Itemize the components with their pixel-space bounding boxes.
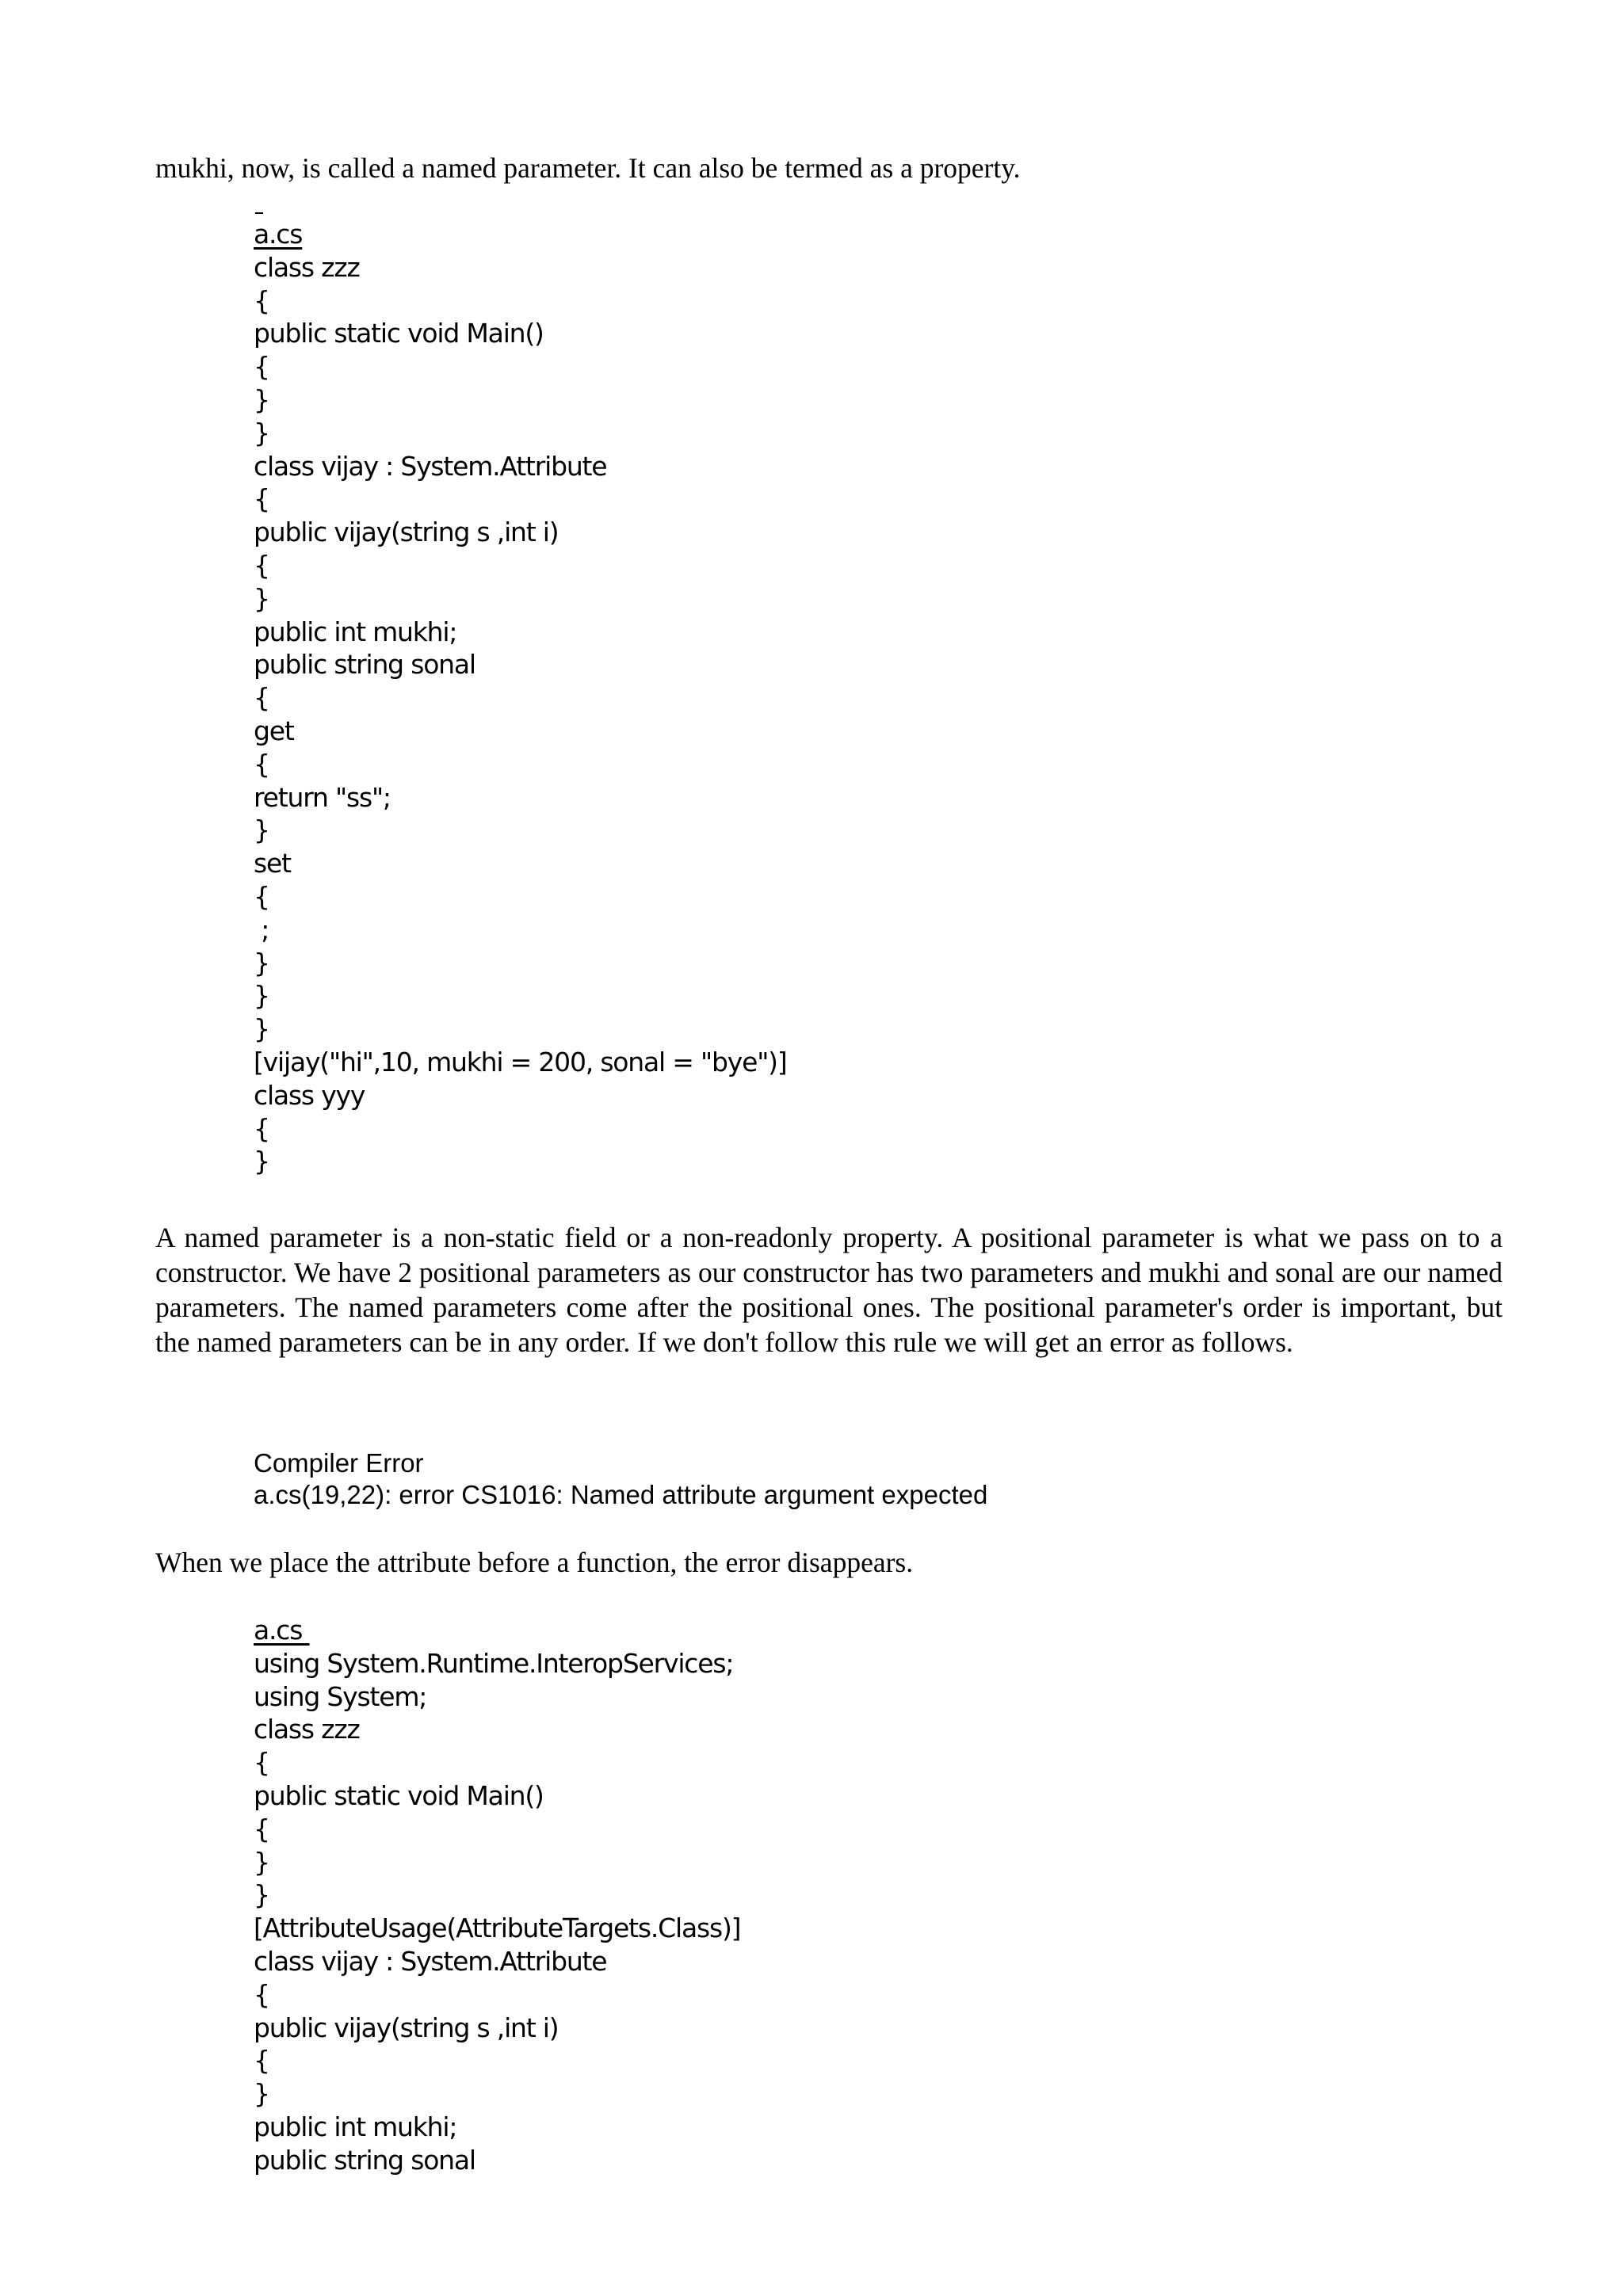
code-line: { [254, 748, 269, 780]
error-message: a.cs(19,22): error CS1016: Named attribute argument expected [254, 1480, 988, 1509]
code-line: } [254, 383, 269, 415]
code-line: } [254, 1846, 269, 1878]
code-line: class zzz [254, 1714, 360, 1745]
code-line: } [254, 582, 269, 614]
explanation-paragraph: A named parameter is a non-static field or a non-readonly property. A positional parameter is what we pass on to a constructor. We have 2 positional parameters as our constructor has two parameters and mukhi and sonal are our named parameters. The named parameters come after the positional ones. The positional parameter's order is important, but the named parameters can be in any order. If we don't follow this rule we will get an error as follows. [155, 1222, 1503, 1358]
code-line: } [254, 1879, 269, 1911]
code-line: public static void Main() [254, 1779, 544, 1811]
code-line: set [254, 848, 291, 879]
code-line: { [254, 682, 269, 714]
code-line: } [254, 417, 269, 448]
code-line: using System; [254, 1680, 427, 1712]
code-line: get [254, 715, 294, 746]
code-line: class yyy [254, 1079, 365, 1111]
code-line: [AttributeUsage(AttributeTargets.Class)] [254, 1913, 741, 1944]
code-line: using System.Runtime.InteropServices; [254, 1647, 734, 1679]
code-filename: a.cs [254, 219, 303, 250]
code-listing-1 [254, 218, 787, 1178]
code-line: public static void Main() [254, 318, 544, 349]
intro-paragraph: mukhi, now, is called a named parameter. It can also be termed as a property. [155, 152, 1021, 184]
code-line: public vijay(string s ,int i) [254, 517, 559, 548]
error-title: Compiler Error [254, 1448, 424, 1478]
code-line: class vijay : System.Attribute [254, 450, 607, 482]
code-line: } [254, 947, 269, 978]
code-line: } [254, 2078, 269, 2110]
code-line: [vijay("hi",10, mukhi = 200, sonal = "bye")] [254, 1046, 787, 1077]
code-line: } [254, 980, 269, 1012]
code-filename: a.cs [254, 1615, 310, 1646]
code-line: } [254, 1146, 269, 1177]
stray-mark [255, 212, 263, 214]
transition-paragraph: When we place the attribute before a function, the error disappears. [155, 1547, 914, 1578]
code-line: { [254, 351, 269, 383]
code-line: public string sonal [254, 2144, 475, 2176]
code-line: { [254, 1813, 269, 1844]
code-line: { [254, 880, 269, 912]
code-listing-2 [254, 1614, 740, 2177]
code-line: public string sonal [254, 649, 475, 681]
code-line: ; [254, 913, 269, 945]
code-line: { [254, 483, 269, 515]
code-line: public vijay(string s ,int i) [254, 2012, 559, 2043]
code-line: } [254, 814, 269, 846]
code-line: { [254, 2045, 269, 2077]
code-line: { [254, 284, 269, 316]
code-line: public int mukhi; [254, 2111, 457, 2142]
code-line: return "ss"; [254, 781, 391, 813]
code-line: { [254, 1747, 269, 1779]
code-line: { [254, 1112, 269, 1144]
code-line: class zzz [254, 251, 360, 283]
code-line: { [254, 1978, 269, 2010]
code-line: class vijay : System.Attribute [254, 1945, 607, 1977]
compiler-error-block [254, 1447, 987, 1511]
code-line: } [254, 1013, 269, 1045]
code-line: public int mukhi; [254, 616, 457, 647]
code-line: { [254, 549, 269, 581]
